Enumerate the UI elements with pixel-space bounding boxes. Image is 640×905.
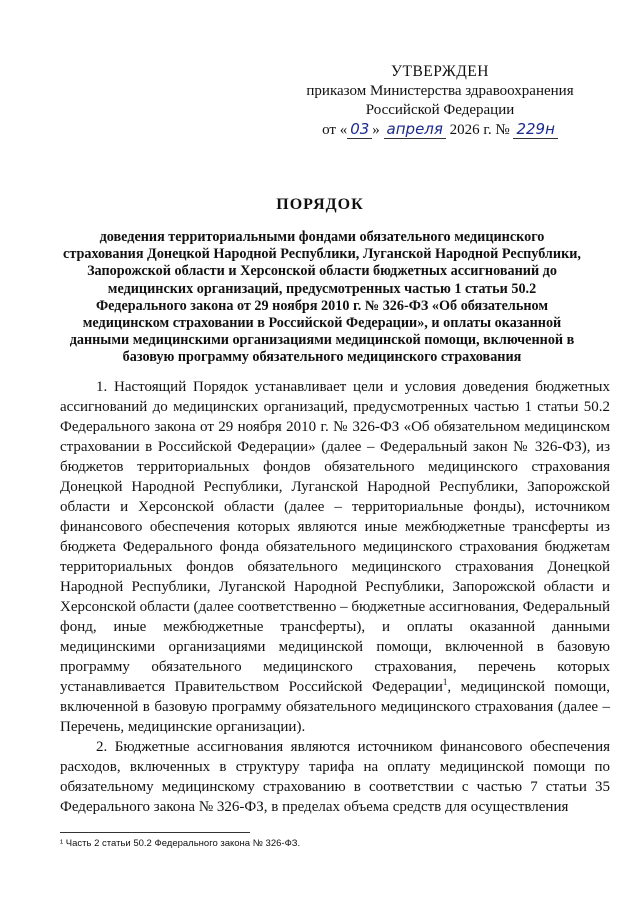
paragraph-1-text: 1. Настоящий Порядок устанавливает цели и условия доведения бюджетных ассигнований до медицинских организаций, предусмотренных частью 1 статьи 50.2 Федерального закона от 29 ноября 2010 г. № 326-ФЗ «Об обязательном медицинском страховании в Российской Федерации» (далее – Федеральный закон № 326-ФЗ), из бюджетов территориальных фондов обязательного медицинского страхования Донецкой Народной Республики, Луганской Народной Республики, Запорожской области и Херсонской области (далее – территориальные фонды), источником финансового обеспечения которых являются иные межбюджетные трансферты из бюджета Федерального фонда обязательного медицинского страхования бюджетам территориальных фондов обязательного медицинского страхования Донецкой Народной Республики, Луганской Народной Республики, Запорожской области и Херсонской области (далее соответственно – бюджетные ассигнования, Федеральный фонд, иные межбюджетные трансферты), и оплаты оказанной данными медицинскими организациями медицинской помощи, включенной в базовую программу обязательного медицинского страхования, перечень которых устанавливается Правительством Российской Федерации bbox=[60, 379, 610, 695]
paragraph-1-text-end: , медицинской помощи, включенной в базовую программу обязательного медицинского страхования (далее – Перечень, медицинские организации). bbox=[60, 679, 610, 735]
document-title: ПОРЯДОК bbox=[276, 196, 364, 213]
handwritten-month: апреля bbox=[384, 120, 446, 139]
approval-title: УТВЕРЖДЕН bbox=[391, 63, 489, 80]
approval-block bbox=[300, 62, 580, 140]
approval-line-2: Российской Федерации bbox=[365, 102, 515, 118]
footnote-ref: 1 bbox=[442, 677, 448, 687]
footnote: ¹ Часть 2 статьи 50.2 Федерального закона № 326-ФЗ. bbox=[60, 838, 301, 849]
document-body bbox=[60, 377, 610, 817]
date-year-suffix: г. № bbox=[479, 122, 510, 138]
date-prefix: от « bbox=[322, 122, 348, 138]
document-subtitle: доведения территориальными фондами обязательного медицинского страхования Донецкой Народной Республики, Луганской Народной Республики, Запорожской области и Херсонской области бюджетных ассигнований до медицинских организаций, предусмотренных частью 1 статьи 50.2 Федерального закона от 29 ноября 2010 г. № 326-ФЗ «Об обязательном медицинском страховании в Российской Федерации», и оплаты оказанной данными медицинскими организациями медицинской помощи, включенной в базовую программу обязательного медицинского страхования bbox=[63, 229, 581, 366]
handwritten-day: 03 bbox=[347, 120, 372, 139]
approval-line-1: приказом Министерства здравоохранения bbox=[306, 83, 574, 99]
paragraph-1 bbox=[60, 377, 610, 737]
footnote-divider bbox=[60, 832, 250, 833]
date-year: 2026 bbox=[449, 122, 480, 138]
approval-date-line bbox=[300, 120, 580, 140]
paragraph-2: 2. Бюджетные ассигнования являются источником финансового обеспечения расходов, включенных в структуру тарифа на оплату медицинской помощи по обязательному медицинскому страхованию в соответствии с частью 7 статьи 35 Федерального закона № 326-ФЗ, в пределах объема средств для осуществления bbox=[60, 739, 610, 815]
date-mid: » bbox=[372, 122, 384, 138]
handwritten-number: 229н bbox=[513, 120, 557, 139]
